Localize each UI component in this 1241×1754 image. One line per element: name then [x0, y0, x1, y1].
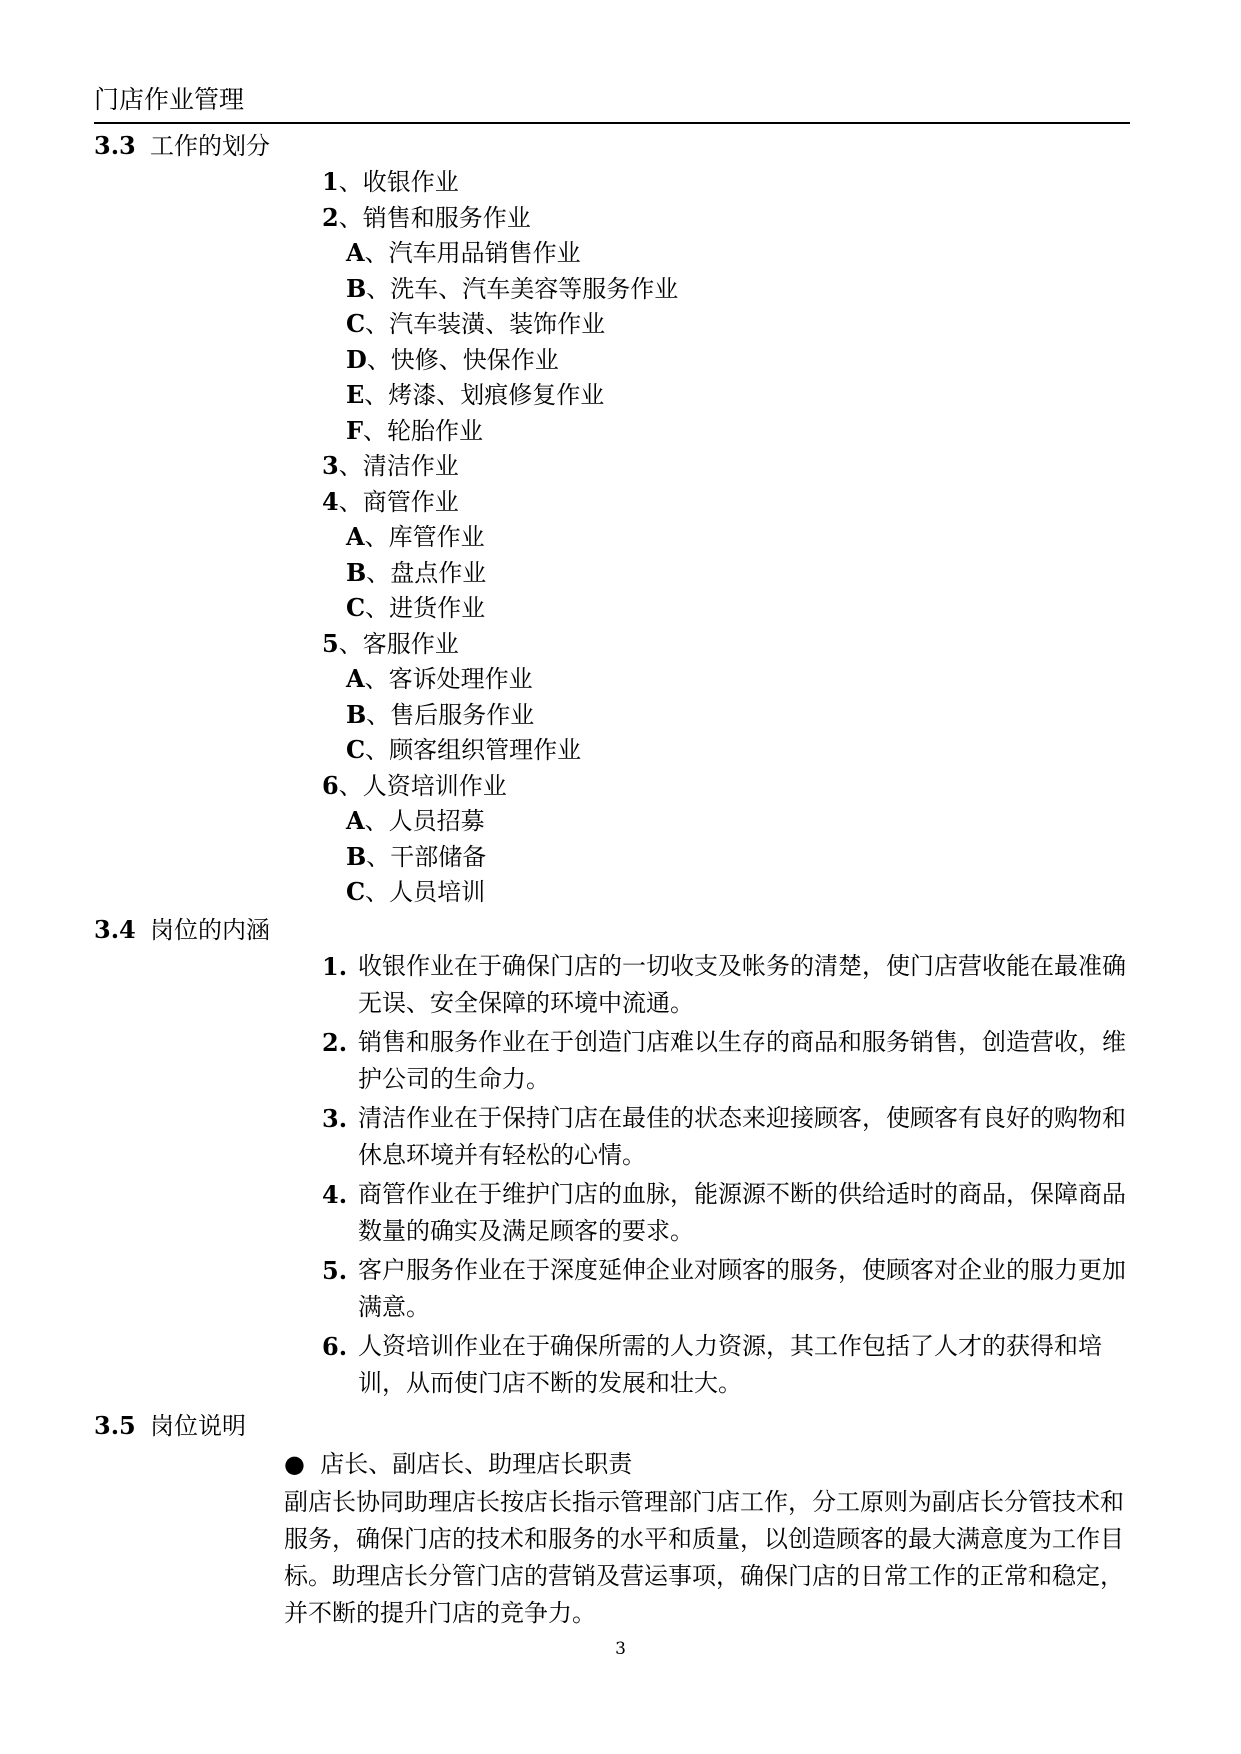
- responsibility-paragraph: 副店长协同助理店长按店长指示管理部门店工作，分工原则为副店长分管技术和服务，确保门店的技术和服务的水平和质量，以创造顾客的最大满意度为工作目标。助理店长分管门店的营销及营运事项，确保门店的日常工作的正常和稳定，并不断的提升门店的竞争力。: [284, 1488, 1124, 1627]
- sub-list-letter: C: [346, 877, 366, 906]
- sub-list-item: [346, 699, 534, 731]
- list-item-separator: 、: [338, 168, 363, 196]
- sub-list-item: [346, 805, 485, 837]
- sub-list-item: [346, 734, 581, 766]
- numbered-paragraph: [322, 1328, 1132, 1402]
- sub-list-letter: B: [346, 558, 367, 587]
- list-item-number: 4: [322, 487, 339, 516]
- running-header-title: 门店作业管理: [94, 85, 245, 114]
- sub-list-text: 、汽车装潢、装饰作业: [365, 310, 606, 338]
- sub-list-letter: A: [346, 806, 365, 835]
- sub-list-letter: A: [346, 664, 365, 693]
- bullet-heading: [284, 1448, 632, 1480]
- sub-list-item: [346, 521, 485, 553]
- sub-list-text: 、进货作业: [365, 594, 486, 622]
- bullet-symbol: ●: [284, 1450, 305, 1478]
- list-item-text: 销售和服务作业: [362, 204, 531, 232]
- list-item-text: 客服作业: [362, 630, 459, 658]
- section-number: 3.4: [94, 915, 136, 944]
- paragraph-text: 客户服务作业在于深度延伸企业对顾客的服务，使顾客对企业的服力更加满意。: [358, 1256, 1126, 1321]
- sub-list-item: [346, 273, 678, 305]
- list-item-number: 2: [322, 203, 339, 232]
- list-item-separator: 、: [338, 488, 363, 516]
- section-3-5-heading: [94, 1410, 246, 1442]
- sub-list-letter: A: [346, 238, 365, 267]
- sub-list-letter: E: [346, 380, 365, 409]
- sub-list-item: [346, 415, 483, 447]
- numbered-paragraph: [322, 1024, 1132, 1098]
- section-title: 工作的划分: [150, 132, 270, 160]
- list-item-text: 人资培训作业: [362, 772, 507, 800]
- section-3-4-heading: [94, 914, 270, 946]
- list-item-separator: 、: [338, 772, 363, 800]
- bullet-title: 店长、副店长、助理店长职责: [320, 1450, 633, 1478]
- sub-list-item: [346, 592, 485, 624]
- sub-list-letter: F: [346, 416, 364, 445]
- sub-list-text: 、轮胎作业: [363, 417, 484, 445]
- sub-list-item: [346, 663, 533, 695]
- list-item-number: 5: [322, 629, 339, 658]
- sub-list-text: 、洗车、汽车美容等服务作业: [366, 275, 679, 303]
- paragraph-number: 2.: [322, 1028, 348, 1057]
- list-item-number: 3: [322, 451, 339, 480]
- list-item-separator: 、: [338, 630, 363, 658]
- section-number: 3.3: [94, 131, 136, 160]
- sub-list-letter: B: [346, 842, 367, 871]
- sub-list-text: 、客诉处理作业: [364, 665, 533, 693]
- sub-list-letter: C: [346, 593, 366, 622]
- list-item-text: 清洁作业: [362, 452, 459, 480]
- list-item-separator: 、: [338, 452, 363, 480]
- list-item: [322, 450, 459, 482]
- sub-list-text: 、售后服务作业: [366, 701, 535, 729]
- section-3-3-heading: [94, 130, 270, 162]
- list-item-text: 商管作业: [362, 488, 459, 516]
- paragraph-text: 人资培训作业在于确保所需的人力资源，其工作包括了人才的获得和培训，从而使门店不断的发展和壮大。: [358, 1332, 1102, 1397]
- paragraph-text: 收银作业在于确保门店的一切收支及帐务的清楚，使门店营收能在最准确无误、安全保障的环境中流通。: [358, 952, 1126, 1017]
- sub-list-item: [346, 308, 605, 340]
- sub-list-letter: B: [346, 700, 367, 729]
- list-item: [322, 486, 459, 518]
- sub-list-letter: C: [346, 309, 366, 338]
- sub-list-item: [346, 237, 581, 269]
- sub-list-text: 、干部储备: [366, 843, 487, 871]
- sub-list-text: 、顾客组织管理作业: [365, 736, 582, 764]
- sub-list-item: [346, 344, 559, 376]
- paragraph-number: 4.: [322, 1180, 348, 1209]
- sub-list-text: 、汽车用品销售作业: [364, 239, 581, 267]
- numbered-paragraph: [322, 1176, 1132, 1250]
- sub-list-text: 、盘点作业: [366, 559, 487, 587]
- sub-list-letter: C: [346, 735, 366, 764]
- list-item-number: 1: [322, 167, 339, 196]
- list-item-text: 收银作业: [362, 168, 459, 196]
- paragraph-text: 销售和服务作业在于创造门店难以生存的商品和服务销售，创造营收，维护公司的生命力。: [358, 1028, 1126, 1093]
- list-item: [322, 166, 459, 198]
- list-item: [322, 628, 459, 660]
- section-title: 岗位的内涵: [150, 916, 270, 944]
- list-item: [322, 202, 531, 234]
- list-item: [322, 770, 507, 802]
- section-title: 岗位说明: [150, 1412, 246, 1440]
- list-item-separator: 、: [338, 204, 363, 232]
- sub-list-item: [346, 876, 485, 908]
- sub-list-letter: D: [346, 345, 367, 374]
- sub-list-text: 、烤漆、划痕修复作业: [364, 381, 605, 409]
- sub-list-text: 、人员培训: [365, 878, 486, 906]
- sub-list-letter: B: [346, 274, 367, 303]
- page-number: 3: [615, 1639, 626, 1659]
- list-item-number: 6: [322, 771, 339, 800]
- section-number: 3.5: [94, 1411, 136, 1440]
- paragraph-number: 1.: [322, 952, 348, 981]
- numbered-paragraph: [322, 1100, 1132, 1174]
- sub-list-text: 、人员招募: [364, 807, 485, 835]
- sub-list-text: 、库管作业: [364, 523, 485, 551]
- paragraph-text: 商管作业在于维护门店的血脉，能源源不断的供给适时的商品，保障商品数量的确实及满足顾客的要求。: [358, 1180, 1126, 1245]
- sub-list-item: [346, 379, 604, 411]
- paragraph-number: 6.: [322, 1332, 348, 1361]
- sub-list-letter: A: [346, 522, 365, 551]
- numbered-paragraph: [322, 948, 1132, 1022]
- sub-list-item: [346, 557, 486, 589]
- header-rule: [94, 122, 1130, 124]
- paragraph-text: 清洁作业在于保持门店在最佳的状态来迎接顾客，使顾客有良好的购物和休息环境并有轻松的心情。: [358, 1104, 1126, 1169]
- sub-list-text: 、快修、快保作业: [366, 346, 559, 374]
- sub-list-item: [346, 841, 486, 873]
- paragraph-number: 5.: [322, 1256, 348, 1285]
- numbered-paragraph: [322, 1252, 1132, 1326]
- paragraph-number: 3.: [322, 1104, 348, 1133]
